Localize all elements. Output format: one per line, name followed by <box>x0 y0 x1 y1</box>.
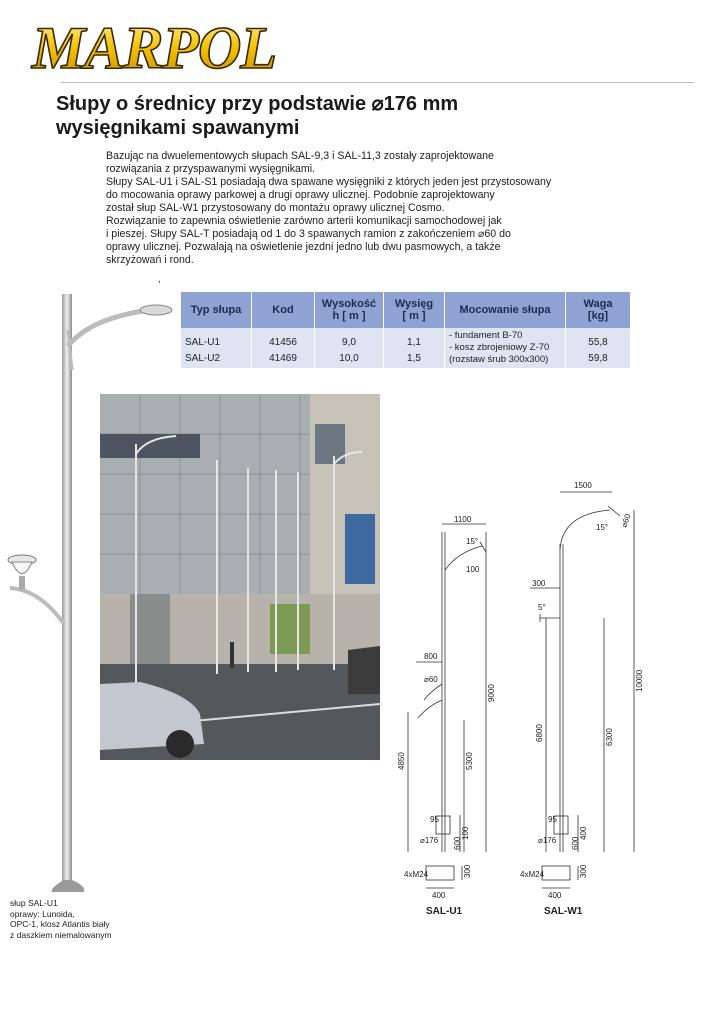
title-line-2: wysięgnikami spawanymi <box>56 117 300 139</box>
col-height <box>315 292 384 328</box>
cell-type: SAL-U2 <box>181 348 252 368</box>
intro-line: skrzyżowań i rond. <box>106 254 194 266</box>
caption-line: OPC-1, klosz Atlantis biały <box>10 919 110 929</box>
cell-weight: 55,8 <box>566 328 631 348</box>
col-type: Typ słupa <box>181 292 252 328</box>
dim-u1-bolt-spacing: 300 <box>463 864 472 878</box>
mount-line: - fundament B-70 <box>449 330 523 341</box>
dim-w1-upper-h: 6300 <box>605 728 614 746</box>
intro-line: Rozwiązanie to zapewnia oświetlenie zarówno arterii komunikacji samochodowej jak <box>106 215 502 227</box>
dim-w1-angle: 15° <box>596 523 609 532</box>
mount-line: - kosz zbrojeniowy Z-70 <box>449 342 550 353</box>
cell-height: 9,0 <box>315 328 384 348</box>
cell-code: 41469 <box>252 348 315 368</box>
photo-caption <box>10 898 112 940</box>
cell-height: 10,0 <box>315 348 384 368</box>
dim-w1-total-h: 10000 <box>635 669 644 692</box>
caption-line: z daszkiem niemalowanym <box>10 929 112 940</box>
dim-w1-top-dia: ⌀60 <box>619 512 633 529</box>
col-weight <box>566 292 631 328</box>
dim-w1-side-h: 6800 <box>535 724 544 742</box>
intro-line: Bazując na dwuelementowych słupach SAL-9,3 i SAL-11,3 zostały zaprojektowane <box>106 150 494 162</box>
dim-w1-400: 400 <box>579 826 588 840</box>
logo-text: MARPOL <box>32 15 277 78</box>
col-weight-label: Waga <box>583 298 613 310</box>
title-line-1: Słupy o średnicy przy podstawie ⌀176 mm <box>56 93 459 115</box>
col-reach <box>384 292 445 328</box>
cell-mount <box>445 328 566 368</box>
technical-drawing <box>390 470 660 930</box>
mount-line: (rozstaw śrub 300x300) <box>449 354 549 365</box>
cell-reach: 1,5 <box>384 348 445 368</box>
col-reach-unit: [ m ] <box>402 310 426 322</box>
table-row <box>181 328 631 348</box>
intro-line: rozwiązania z przyspawanymi wysięgnikami. <box>106 163 316 175</box>
intro-line: został słup SAL-W1 przystosowany do montażu oprawy ulicznej Cosmo. <box>106 202 445 214</box>
dim-w1-side-reach: 300 <box>532 579 546 588</box>
dim-u1-95: 95 <box>430 815 439 824</box>
dim-u1-side-h: 4850 <box>397 752 406 770</box>
dim-w1-base-width: 400 <box>548 891 562 900</box>
page-title <box>56 92 696 140</box>
col-mount: Mocowanie słupa <box>445 292 566 328</box>
dim-u1-100: 100 <box>461 826 470 840</box>
dim-w1-95: 95 <box>548 815 557 824</box>
col-code: Kod <box>252 292 315 328</box>
label-sal-w1: SAL-W1 <box>544 906 583 917</box>
dim-w1-base-dia: ⌀176 <box>538 836 557 845</box>
cell-weight: 59,8 <box>566 348 631 368</box>
intro-line: oprawy ulicznej. Pozwalają na oświetlenie jezdni jedno lub dwu pasmowych, a także <box>106 241 501 253</box>
dim-u1-bolts: 4xM24 <box>404 870 429 879</box>
dim-u1-angle: 15° <box>466 537 479 546</box>
dim-u1-base-width: 400 <box>432 891 446 900</box>
intro-text <box>106 150 576 267</box>
dim-w1-side-angle: 5° <box>538 603 546 612</box>
dim-u1-side-dia: ⌀60 <box>424 675 438 684</box>
cell-code: 41456 <box>252 328 315 348</box>
caption-line: oprawy: Lunoida, <box>10 908 75 919</box>
dim-w1-top-reach: 1500 <box>574 481 592 490</box>
dim-u1-upper-h: 5300 <box>465 752 474 770</box>
cell-reach: 1,1 <box>384 328 445 348</box>
dim-u1-600: 600 <box>453 836 462 850</box>
col-reach-label: Wysięg <box>394 298 434 310</box>
header-rule <box>60 82 694 83</box>
dim-u1-top-arm: 100 <box>466 565 480 574</box>
col-height-label: Wysokość <box>321 298 377 310</box>
caption-line: słup SAL-U1 <box>10 898 58 908</box>
dim-w1-bolt-spacing: 300 <box>579 864 588 878</box>
col-height-unit: h [ m ] <box>332 310 366 322</box>
dim-w1-bolts: 4xM24 <box>520 870 545 879</box>
intro-line: do mocowania oprawy parkowej a drugi oprawy ulicznej. Podobnie zaprojektowany <box>106 189 495 201</box>
dim-u1-top-reach: 1100 <box>454 515 472 524</box>
intro-line: i pieszej. Słupy SAL-T posiadają od 1 do 3 spawanych ramion z zakończeniem ⌀60 do <box>106 228 511 240</box>
dim-u1-total-h: 9000 <box>487 684 496 702</box>
table-header-row <box>181 292 631 328</box>
intro-line: Słupy SAL-U1 i SAL-S1 posiadają dwa spawane wysięgniki z których jeden jest przystosowany <box>106 176 552 188</box>
label-sal-u1: SAL-U1 <box>426 906 463 917</box>
col-weight-unit: [kg] <box>587 310 609 322</box>
cell-type: SAL-U1 <box>181 328 252 348</box>
dim-w1-600: 600 <box>571 836 580 850</box>
dim-u1-side-reach: 800 <box>424 652 438 661</box>
stray-mark: , <box>158 274 161 285</box>
spec-table <box>181 292 631 368</box>
dim-u1-base-dia: ⌀176 <box>420 836 439 845</box>
street-photo <box>100 394 380 760</box>
marpol-logo <box>28 14 328 78</box>
